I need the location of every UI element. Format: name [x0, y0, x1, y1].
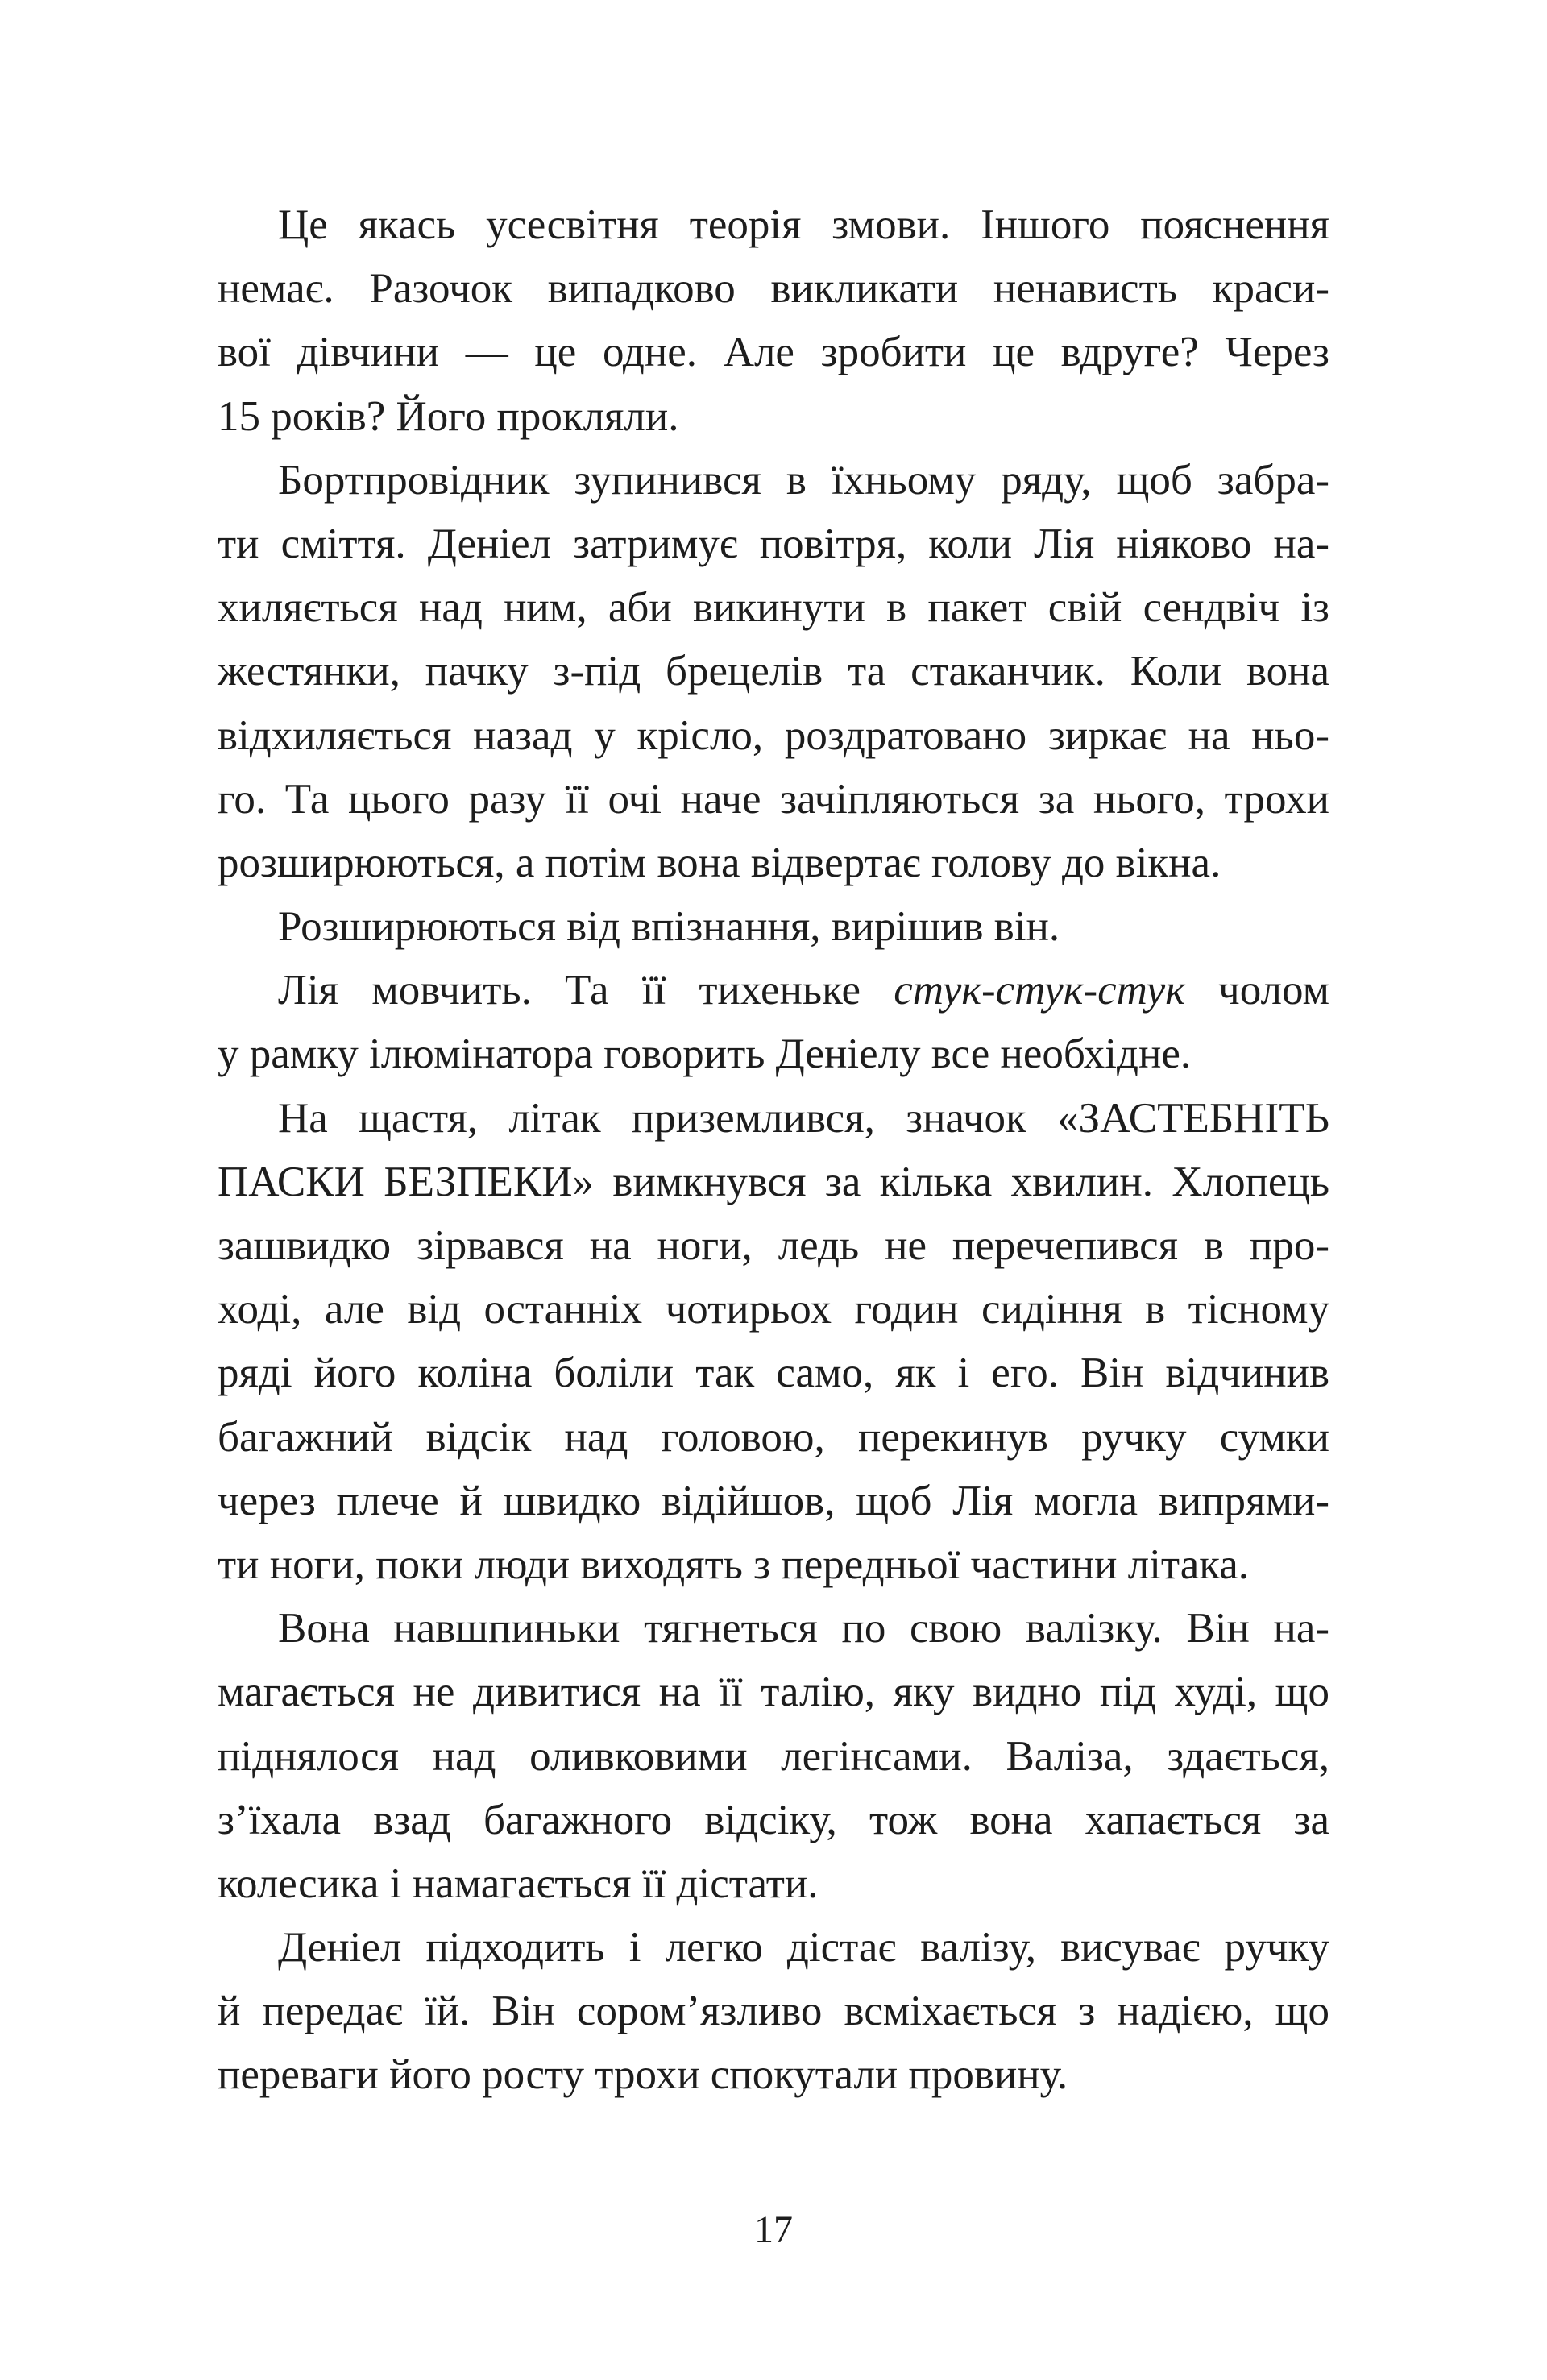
text-line: й передає їй. Він сором’язливо всміхається з надією, що — [218, 1988, 1329, 2035]
paragraph-5 — [218, 1087, 1329, 1598]
text-line: розширюються, а потім вона відвертає голову до вікна. — [218, 839, 1221, 886]
paragraph-2 — [218, 449, 1329, 895]
text-line: багажний відсік над головою, перекинув ручку сумки — [218, 1413, 1329, 1461]
text-line: відхиляється назад у крісло, роздратовано зиркає на ньо- — [218, 711, 1329, 759]
text-line: Розширюються від впізнання, вирішив він. — [278, 903, 1060, 951]
paragraph-6 — [218, 1597, 1329, 1916]
page-number: 17 — [754, 2208, 793, 2251]
text-line: го. Та цього разу її очі наче зачіпляються за нього, трохи — [218, 775, 1329, 823]
text-line: хиляється над ним, аби викинути в пакет свій сендвіч із — [218, 584, 1329, 632]
text-line: ході, але від останніх чотирьох годин сидіння в тісному — [218, 1286, 1329, 1333]
text-run: Лія мовчить. Та її тихеньке — [278, 967, 894, 1014]
body-text — [218, 193, 1329, 2108]
text-line: з’їхала взад багажного відсіку, тож вона хапається за — [218, 1796, 1329, 1843]
text-line: Це якась усесвітня теорія змови. Іншого пояснення — [278, 201, 1329, 248]
text-line: Бортпровідник зупинився в їхньому ряду, щоб забра- — [278, 456, 1329, 504]
paragraph-4 — [218, 959, 1329, 1086]
paragraph-7 — [218, 1916, 1329, 2108]
text-line: Вона навшпиньки тягнеться по свою валізку. Він на- — [278, 1605, 1329, 1652]
text-line: ряді його коліна боліли так само, як і его. Він відчинив — [218, 1350, 1329, 1397]
text-line: жестянки, пачку з-під брецелів та стаканчик. Коли вона — [218, 648, 1329, 695]
text-line: Деніел підходить і легко дістає валізу, висуває ручку — [278, 1924, 1329, 1972]
text-line: зашвидко зірвався на ноги, ледь не перечепився в про- — [218, 1222, 1329, 1269]
paragraph-1 — [218, 193, 1329, 449]
italic-emphasis: стук-стук-стук — [894, 967, 1185, 1014]
text-line: переваги його росту трохи спокутали провину. — [218, 2051, 1068, 2099]
text-line: колесика і намагається її дістати. — [218, 1860, 819, 1907]
text-line: ти ноги, поки люди виходять з передньої частини літака. — [218, 1540, 1249, 1588]
text-line: ти сміття. Деніел затримує повітря, коли Лія ніяково на- — [218, 520, 1329, 567]
text-line: піднялося над оливковими легінсами. Валіза, здається, — [218, 1732, 1329, 1780]
text-line — [218, 959, 1329, 1022]
text-line: у рамку ілюмінатора говорить Деніелу все необхідне. — [218, 1030, 1192, 1078]
text-line: немає. Разочок випадково викликати ненависть краси- — [218, 265, 1329, 313]
text-line: через плече й швидко відійшов, щоб Лія могла випрями- — [218, 1477, 1329, 1524]
text-line: ПАСКИ БЕЗПЕКИ» вимкнувся за кілька хвилин. Хлопець — [218, 1158, 1329, 1205]
paragraph-3 — [218, 895, 1329, 959]
text-line: 15 років? Його прокляли. — [218, 392, 679, 440]
text-run: чолом — [1184, 967, 1329, 1014]
text-line: вої дівчини — це одне. Але зробити це вдруге? Через — [218, 329, 1329, 376]
text-line: магається не дивитися на її талію, яку видно під худі, що — [218, 1669, 1329, 1716]
text-line: На щастя, літак приземлився, значок «ЗАСТЕБНІТЬ — [278, 1094, 1329, 1142]
